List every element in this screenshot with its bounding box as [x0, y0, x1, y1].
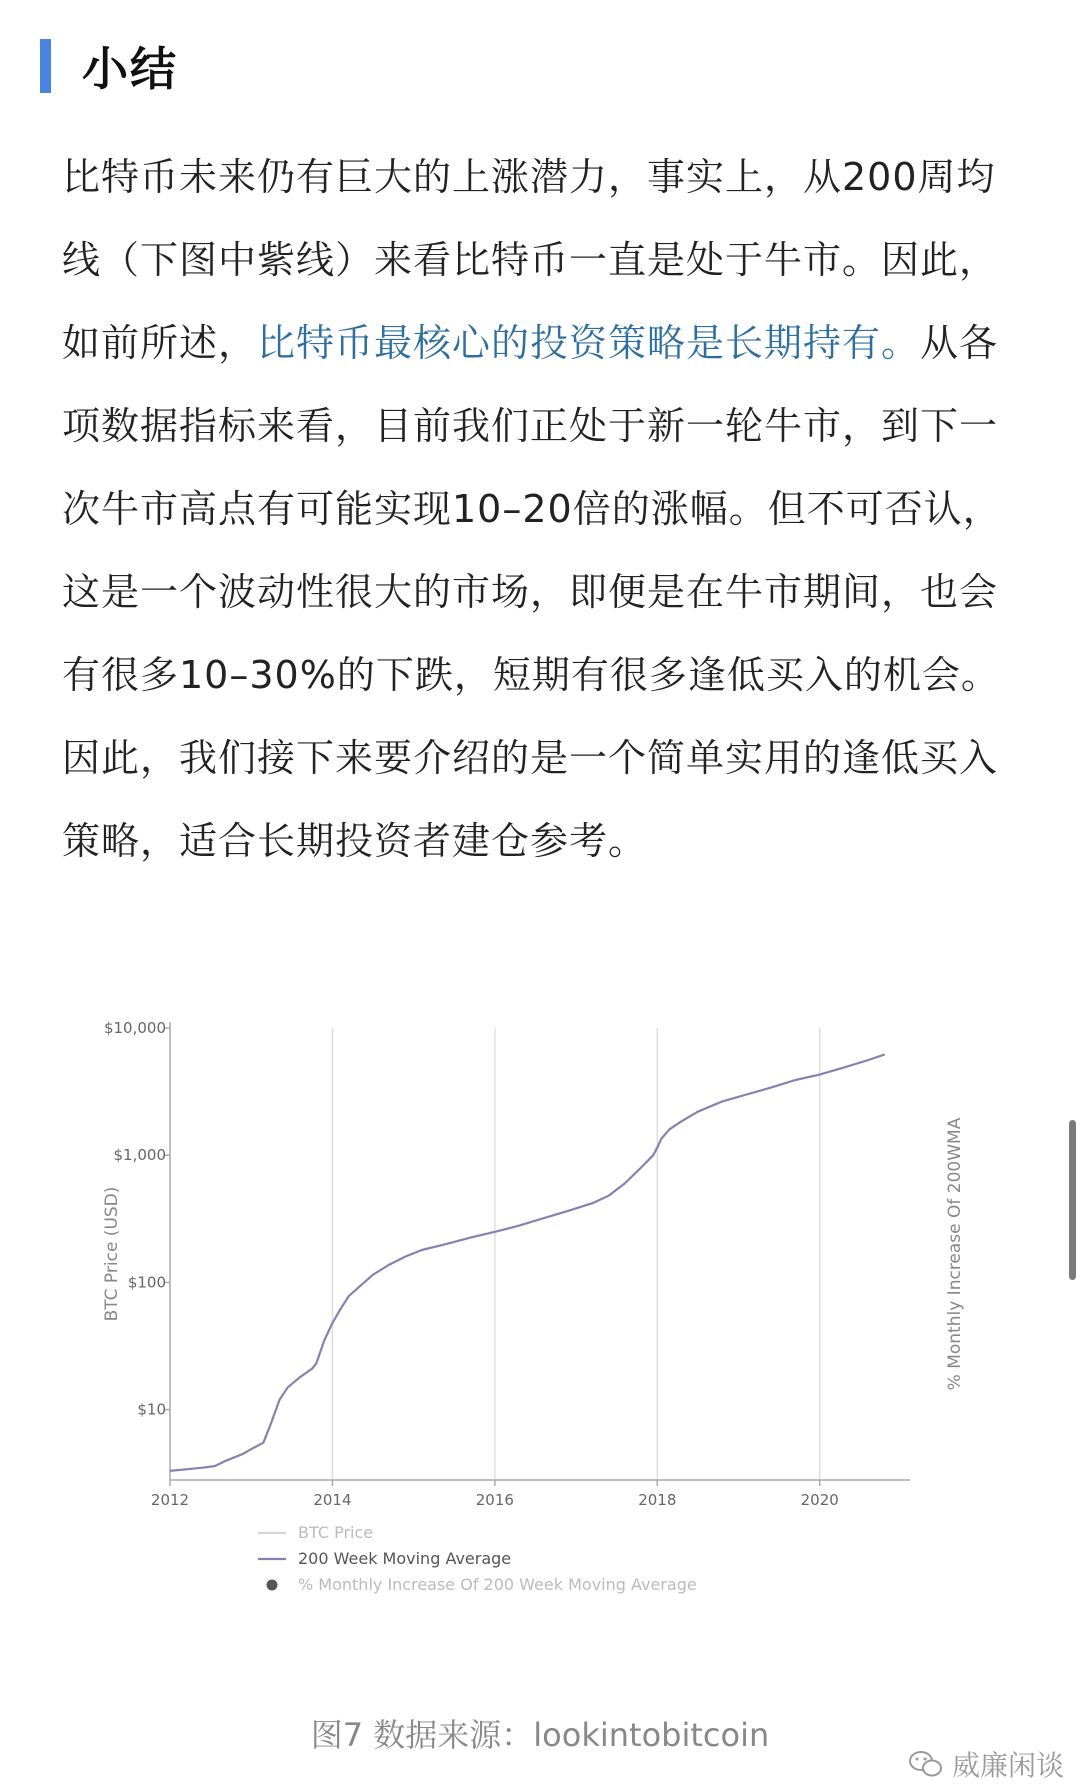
article-paragraph: [62, 136, 1022, 883]
legend-label: BTC Price: [298, 1523, 374, 1542]
x-tick-label: 2018: [638, 1491, 677, 1509]
paragraph-line: 项数据指标来看，目前我们正处于新一轮牛市，到下一: [62, 404, 999, 448]
y-axis-title: BTC Price (USD): [102, 1186, 122, 1322]
paragraph-text: 如前所述，: [62, 321, 258, 365]
y-tick-label: $1,000: [113, 1146, 166, 1165]
scrollbar-thumb[interactable]: [1069, 1120, 1076, 1280]
figure-caption: 图7 数据来源：lookintobitcoin: [310, 1716, 770, 1754]
paragraph-line: 因此，我们接下来要介绍的是一个简单实用的逢低买入: [62, 736, 999, 780]
paragraph-line: 线（下图中紫线）来看比特币一直是处于牛市。因此，: [62, 238, 999, 282]
legend-label: 200 Week Moving Average: [298, 1549, 512, 1568]
paragraph-line: 次牛市高点有可能实现10–20倍的涨幅。但不可否认，: [62, 487, 1002, 531]
paragraph-line: 比特币未来仍有巨大的上涨潜力，事实上，从200周均: [62, 155, 996, 199]
chart-svg: [0, 990, 1080, 1610]
series-line-200wma: [170, 1054, 885, 1471]
paragraph-text: 从各: [920, 321, 999, 365]
section-heading: [40, 38, 178, 94]
y2-axis-title: % Monthly Increase Of 200WMA: [945, 1117, 965, 1391]
paragraph-line: 策略，适合长期投资者建仓参考。: [62, 819, 648, 863]
x-tick-label: 2020: [800, 1491, 839, 1509]
y-tick-label: $100: [127, 1273, 166, 1292]
x-tick-label: 2012: [150, 1491, 190, 1509]
x-tick-label: 2016: [475, 1491, 514, 1509]
paragraph-line: 有很多10–30%的下跌，短期有很多逢低买入的机会。: [62, 653, 1000, 697]
watermark: [908, 1744, 1064, 1784]
heading-accent-bar: [40, 39, 51, 93]
legend-marker-dot: [267, 1580, 278, 1591]
wechat-icon: [908, 1750, 944, 1778]
watermark-text: 威廉闲谈: [951, 1749, 1064, 1782]
paragraph-line: [62, 302, 1022, 385]
y-tick-label: $10: [137, 1400, 166, 1419]
chart-figure: [0, 990, 1080, 1610]
highlighted-text: 比特币最核心的投资策略是长期持有。: [257, 321, 921, 365]
section-title: 小结: [82, 42, 178, 96]
x-tick-label: 2014: [313, 1491, 352, 1509]
y-tick-label: $10,000: [103, 1019, 166, 1037]
paragraph-line: 这是一个波动性很大的市场，即便是在牛市期间，也会: [62, 570, 999, 614]
legend-label: % Monthly Increase Of 200 Week Moving Average: [298, 1575, 697, 1594]
